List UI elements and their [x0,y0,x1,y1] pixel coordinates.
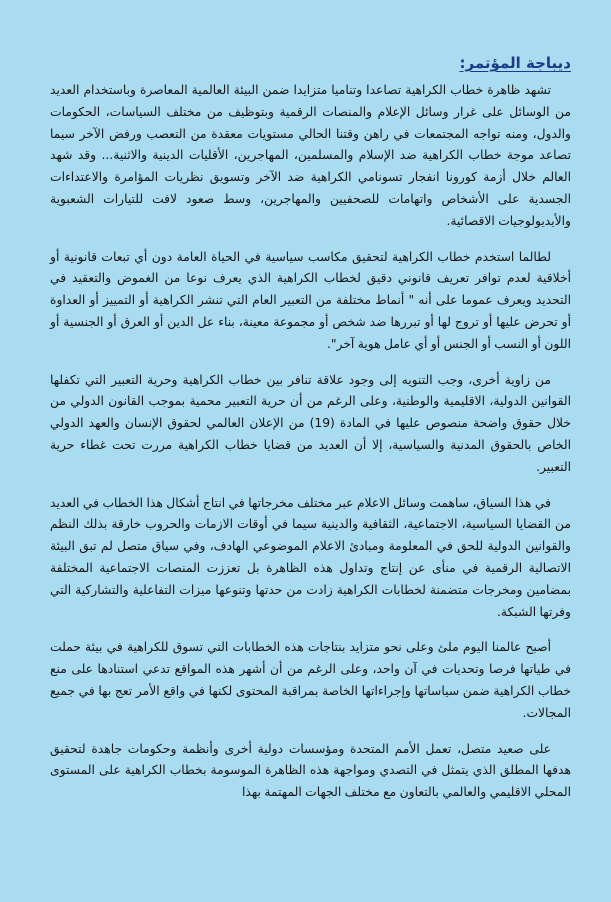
paragraph-2: لطالما استخدم خطاب الكراهية لتحقيق مكاسب سياسية في الحياة العامة دون أي تبعات قانونية أو أخلاقية لعدم توافر تعريف قانوني دقيق لخطاب الكراهية الذي يعرف نوعا من الغموض والتعقيد في التحديد ويعرف عموما على أنه " أنماط مختلفة من التعبير العام التي تنشر الكراهية أو التمييز أو العداوة أو تحرض عليها أو تروج لها أو تبررها ضد شخص أو مجموعة معينة، بناء عل الدين أو العرق أو الجنسية أو اللون أو النسب أو الجنس أو أي عامل هوية آخر". [50,249,571,351]
paragraph-4: في هذا السياق، ساهمت وسائل الاعلام عبر مختلف مخرجاتها في انتاج أشكال هذا الخطاب في العديد من القضايا السياسية، الاجتماعية، الثقافية والدينية سيما في أوقات الازمات والحروب خارقة بذلك النظم والقوانين الدولية للحق في المعلومة ومبادئ الاعلام الموضوعي الهادف، وفي سياق متصل لم تبق البيئة الاتصالية الرقمية في منأى عن إنتاج وتداول هذه الظاهرة بل تعززت المنصات الاجتماعية المختلفة بمضامين ومخرجات متضمنة لخطابات الكراهية زادت من حدتها وتنوعها ميزات التفاعلية والتشاركية التي وفرتها الشبكة. [50,495,571,619]
paragraph-1: تشهد ظاهرة خطاب الكراهية تصاعدا وتناميا متزايدا ضمن البيئة العالمية المعاصرة وباستخدام العديد من الوسائل على غرار وسائل الإعلام والمنصات الرقمية وبتوظيف من مختلف السياسات، الحكومات والدول، ومنه تواجه المجتمعات في راهن وقتنا الحالي مستويات معقدة من التعصب ورفض الآخر سيما تصاعد موجة خطاب الكراهية ضد الإسلام والمسلمين، المهاجرين، الأقليات الدينية والاثنية... وقد شهد العالم خلال أزمة كورونا انفجار تسونامي الكراهية ضد الآخر وتسويق نظريات المؤامرة والاعتداءات الجسدية على الأشخاص واتهامات للصحفيين والمهاجرين، وسط صعود لافت للتيارات الشعبوية والأيديولوجيات الاقصائية. [50,83,571,228]
paragraph-5: أصبح عالمنا اليوم ملئ وعلى نحو متزايد بنتاجات هذه الخطابات التي تسوق للكراهية في بيئة حملت في طياتها فرصا وتحديات في آن واحد، وعلى الرغم من أن أشهر هذه المواقع تدعي استنادها على منع خطاب الكراهية ضمن سياساتها وإجراءاتها الخاصة بمراقبة المحتوى لكنها في واقع الأمر تعج بها في جميع المجالات. [50,640,571,720]
paragraph-3: من زاوية أخرى، وجب التنويه إلى وجود علاقة تنافر بين خطاب الكراهية وحرية التعبير التي تكفلها القوانين الدولية، الاقليمية والوطنية، وعلى الرغم من أن حرية التعبير محمية بموجب القانون الدولي من خلال حقوق واضحة منصوص عليها في المادة (19) من الإعلان العالمي لحقوق الإنسان والعهد الدولي الخاص بالحقوق المدنية والسياسية، إلا أن العديد من قضايا خطاب الكراهية مررت تحت غطاء حرية التعبير. [50,372,571,474]
paragraph-6: على صعيد متصل، تعمل الأمم المتحدة ومؤسسات دولية أخرى وأنظمة وحكومات جاهدة لتحقيق هدفها المطلق الذي يتمثل في التصدي ومواجهة هذه الظاهرة الموسومة بخطاب الكراهية على المستوى المحلي الاقليمي والعالمي بالتعاون مع مختلف الجهات المهتمة بهذا [50,741,571,800]
title-text: ديباجة المؤتمر: [459,54,571,72]
document-title [50,52,571,74]
